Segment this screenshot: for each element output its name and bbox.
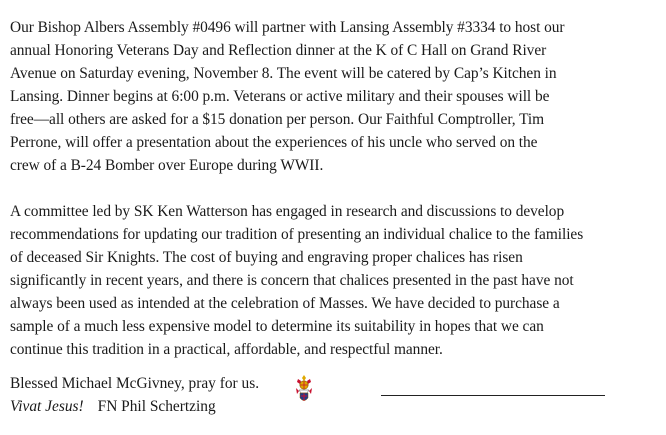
paragraph-1-line: crew of a B-24 Bomber over Europe during WWII. bbox=[10, 157, 324, 174]
paragraph-2-line: A committee led by SK Ken Watterson has engaged in research and discussions to develop bbox=[10, 203, 565, 220]
paragraph-1 bbox=[10, 16, 660, 177]
closing-block bbox=[10, 372, 650, 422]
paragraph-1-line: Perrone, will offer a presentation about the experiences of his uncle who served on the bbox=[10, 134, 538, 151]
paragraph-2-line: always been used as intended at the celebration of Masses. We have decided to purchase a bbox=[10, 295, 560, 312]
signer-name: FN Phil Schertzing bbox=[97, 398, 216, 415]
paragraph-2-line: continue this tradition in a practical, affordable, and respectful manner. bbox=[10, 341, 443, 358]
paragraph-2-line: of deceased Sir Knights. The cost of buying and engraving proper chalices has risen bbox=[10, 249, 523, 266]
paragraph-1-line: Lansing. Dinner begins at 6:00 p.m. Veterans or active military and their spouses will be bbox=[10, 88, 550, 105]
paragraph-2-line: recommendations for updating our tradition of presenting an individual chalice to the families bbox=[10, 226, 584, 243]
document-body bbox=[10, 16, 660, 361]
signature-line bbox=[381, 395, 605, 396]
paragraph-1-line: free—all others are asked for a $15 donation per person. Our Faithful Comptroller, Tim bbox=[10, 111, 545, 128]
paragraph-1-line: annual Honoring Veterans Day and Reflection dinner at the K of C Hall on Grand River bbox=[10, 42, 547, 59]
paragraph-2-line: significantly in recent years, and there is concern that chalices presented in the past have not bbox=[10, 272, 574, 289]
paragraph-1-line: Avenue on Saturday evening, November 8. The event will be catered by Cap’s Kitchen in bbox=[10, 65, 557, 82]
paragraph-spacer bbox=[10, 177, 660, 200]
paragraph-2-line: sample of a much less expensive model to determine its suitability in hopes that we can bbox=[10, 318, 544, 335]
fourth-degree-emblem-icon bbox=[293, 374, 315, 404]
signature-row bbox=[10, 395, 650, 418]
vivat-jesus-text: Vivat Jesus! bbox=[10, 398, 84, 415]
paragraph-1-line: Our Bishop Albers Assembly #0496 will partner with Lansing Assembly #3334 to host our bbox=[10, 19, 565, 36]
paragraph-2 bbox=[10, 200, 660, 361]
blessing-line: Blessed Michael McGivney, pray for us. bbox=[10, 375, 260, 392]
